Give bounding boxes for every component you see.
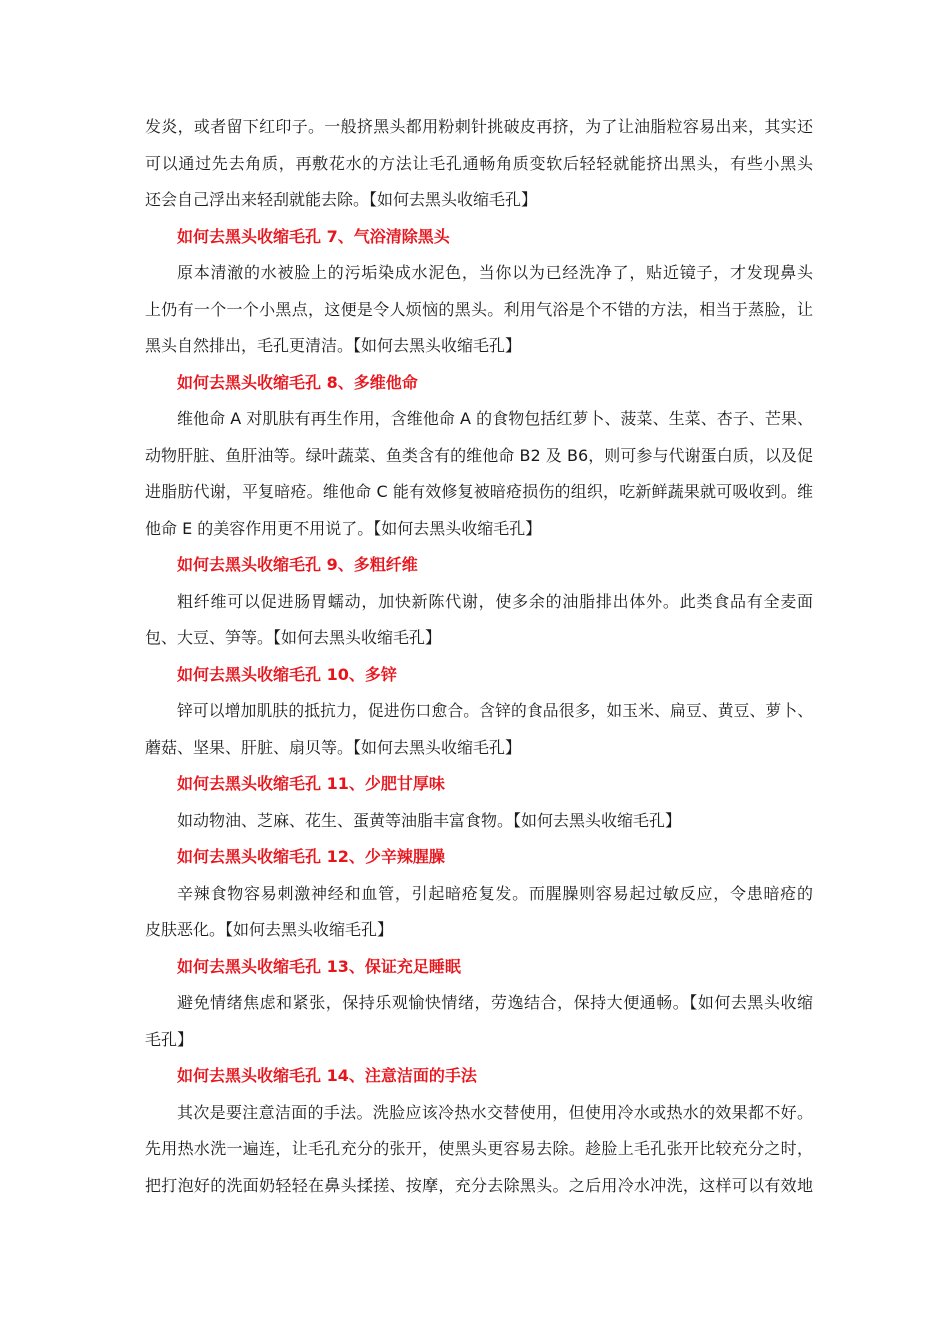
paragraph-line: 辛辣食物容易刺激神经和血管，引起暗疮复发。而腥臊则容易起过敏反应，令患暗疮的 xyxy=(177,883,813,903)
article-body xyxy=(145,117,813,1212)
paragraph-line: 如动物油、芝麻、花生、蛋黄等油脂丰富食物。【如何去黑头收缩毛孔】 xyxy=(177,810,682,830)
section-heading: 如何去黑头收缩毛孔 9、多粗纤维 xyxy=(177,555,418,574)
section-heading: 如何去黑头收缩毛孔 8、多维他命 xyxy=(177,372,418,392)
paragraph-line: 避免情绪焦虑和紧张，保持乐观愉快情绪，劳逸结合，保持大便通畅。【如何去黑头收缩 xyxy=(177,993,813,1012)
paragraph-line: 上仍有一个一个小黑点，这便是令人烦恼的黑头。利用气浴是个不错的方法，相当于蒸脸，让 xyxy=(145,299,813,319)
section-heading: 如何去黑头收缩毛孔 12、少辛辣腥臊 xyxy=(177,847,445,866)
section-heading: 如何去黑头收缩毛孔 13、保证充足睡眠 xyxy=(177,956,461,976)
paragraph-line: 粗纤维可以促进肠胃蠕动，加快新陈代谢，使多余的油脂排出体外。此类食品有全麦面 xyxy=(177,591,813,611)
paragraph-line: 把打泡好的洗面奶轻轻在鼻头揉搓、按摩，充分去除黑头。之后用冷水冲洗，这样可以有效地 xyxy=(145,1175,813,1195)
paragraph-line: 毛孔】 xyxy=(145,1029,194,1049)
paragraph-line: 还会自己浮出来轻刮就能去除。【如何去黑头收缩毛孔】 xyxy=(145,190,538,209)
paragraph-line: 动物肝脏、鱼肝油等。绿叶蔬菜、鱼类含有的维他命 B2 及 B6，则可参与代谢蛋白质，以及促 xyxy=(145,445,813,465)
paragraph-line: 其次是要注意洁面的手法。洗脸应该冷热水交替使用，但使用冷水或热水的效果都不好。 xyxy=(177,1102,813,1122)
paragraph-line: 黑头自然排出，毛孔更清洁。【如何去黑头收缩毛孔】 xyxy=(145,336,522,355)
paragraph-line: 维他命 A 对肌肤有再生作用，含维他命 A 的食物包括红萝卜、菠菜、生菜、杏子、芒果、 xyxy=(177,409,813,428)
paragraph-line: 先用热水洗一遍连，让毛孔充分的张开，使黑头更容易去除。趁脸上毛孔张开比较充分之时， xyxy=(145,1139,813,1158)
paragraph-line: 锌可以增加肌肤的抵抗力，促进伤口愈合。含锌的食品很多，如玉米、扁豆、黄豆、萝卜、 xyxy=(177,701,813,720)
paragraph-line: 发炎，或者留下红印子。一般挤黑头都用粉刺针挑破皮再挤，为了让油脂粒容易出来，其实还 xyxy=(145,117,813,136)
section-heading: 如何去黑头收缩毛孔 14、注意洁面的手法 xyxy=(177,1066,477,1085)
paragraph-line: 他命 E 的美容作用更不用说了。【如何去黑头收缩毛孔】 xyxy=(145,518,542,538)
paragraph-line: 皮肤恶化。【如何去黑头收缩毛孔】 xyxy=(145,920,394,939)
section-heading: 如何去黑头收缩毛孔 11、少肥甘厚味 xyxy=(177,774,445,793)
paragraph-line: 原本清澈的水被脸上的污垢染成水泥色，当你以为已经洗净了，贴近镜子，才发现鼻头 xyxy=(177,263,813,282)
paragraph-line: 进脂肪代谢，平复暗疮。维他命 C 能有效修复被暗疮损伤的组织，吃新鲜蔬果就可吸收到。维 xyxy=(145,482,813,501)
paragraph-line: 包、大豆、笋等。【如何去黑头收缩毛孔】 xyxy=(145,628,442,647)
paragraph-line: 蘑菇、坚果、肝脏、扇贝等。【如何去黑头收缩毛孔】 xyxy=(145,737,522,757)
paragraph-line: 可以通过先去角质，再敷花水的方法让毛孔通畅角质变软后轻轻就能挤出黑头，有些小黑头 xyxy=(145,153,813,173)
section-heading: 如何去黑头收缩毛孔 7、气浴清除黑头 xyxy=(177,226,450,246)
section-heading: 如何去黑头收缩毛孔 10、多锌 xyxy=(177,664,397,684)
